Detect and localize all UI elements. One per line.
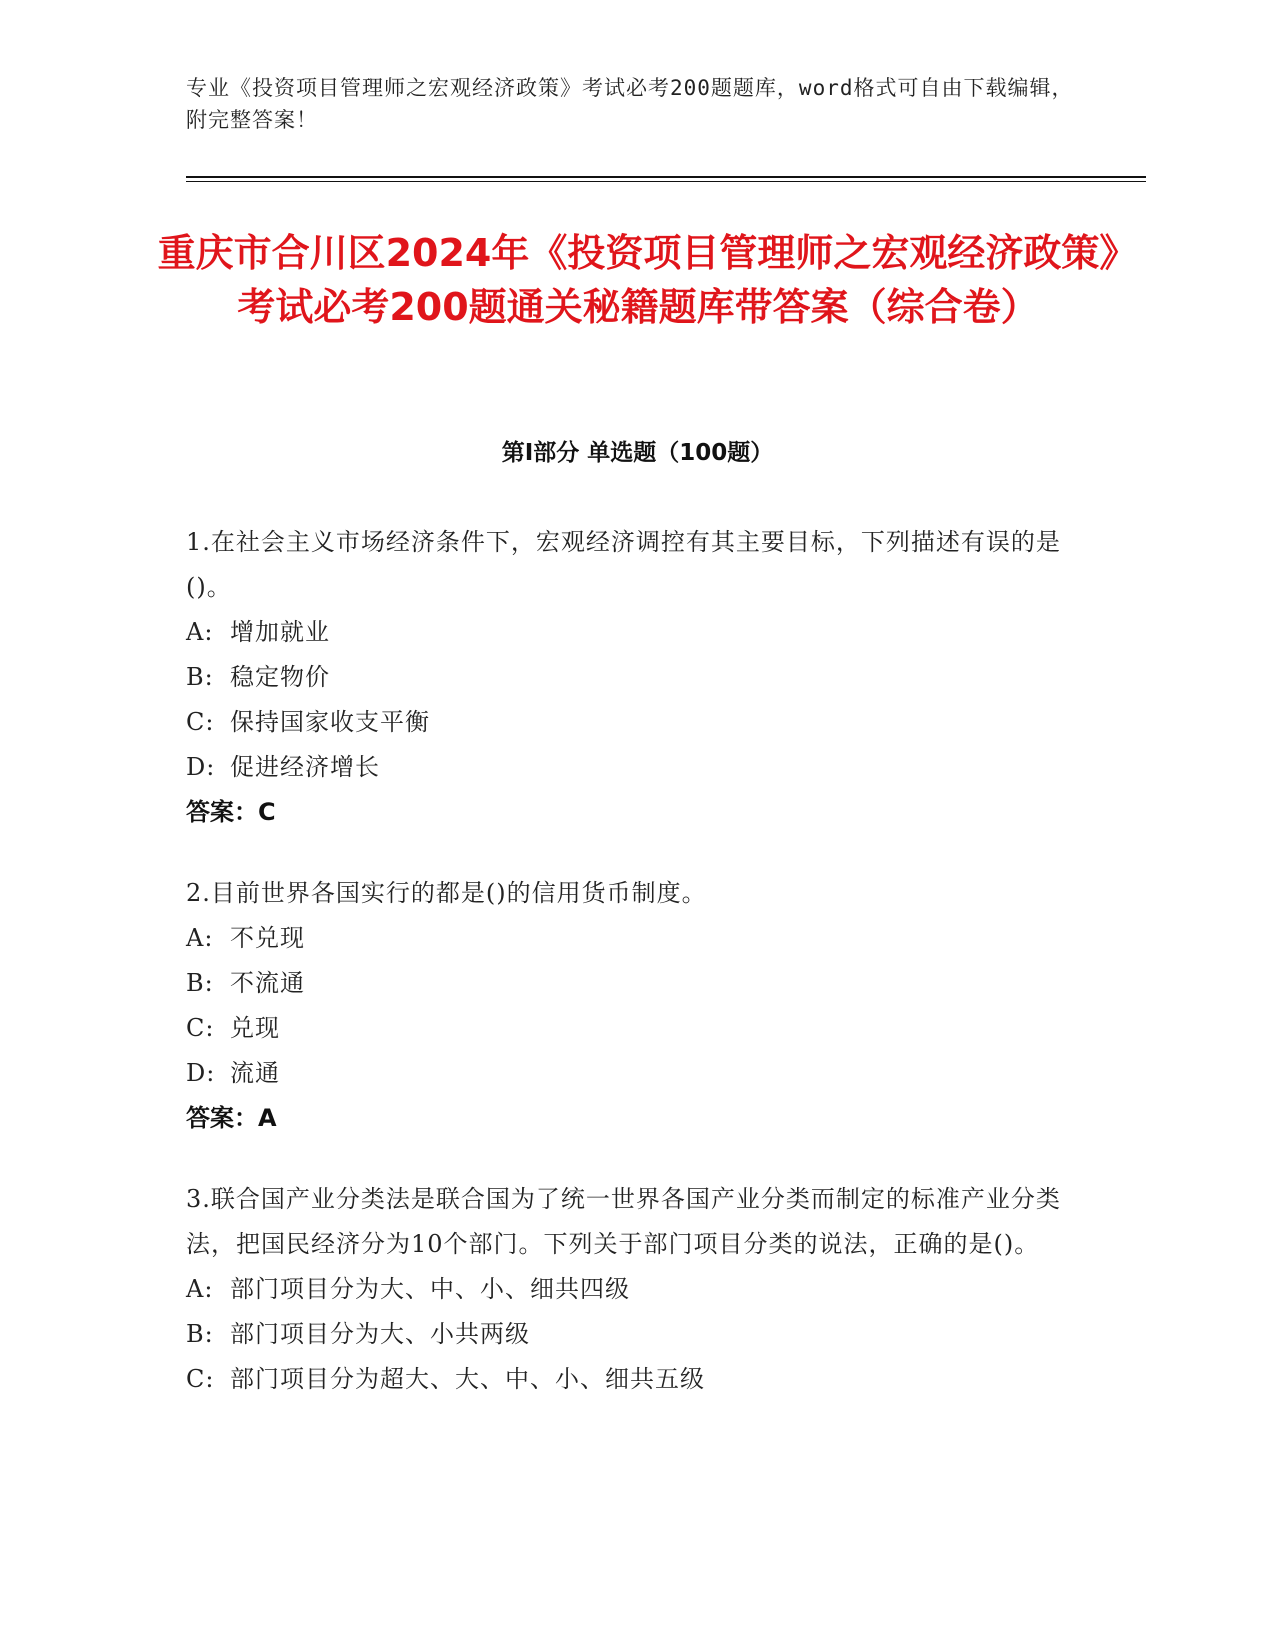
option-d (186, 745, 1066, 790)
option-b (186, 1312, 1066, 1357)
option-key: A: (186, 1275, 214, 1303)
option-key: B: (186, 1320, 214, 1348)
option-key: D: (186, 753, 216, 781)
header-divider (186, 176, 1146, 178)
option-key: A: (186, 618, 214, 646)
question-stem: 3.联合国产业分类法是联合国为了统一世界各国产业分类而制定的标准产业分类法，把国民经济分为10个部门。下列关于部门项目分类的说法，正确的是()。 (186, 1185, 1061, 1258)
option-c (186, 700, 1066, 745)
option-key: D: (186, 1059, 216, 1087)
option-text: 部门项目分为超大、大、中、小、细共五级 (230, 1365, 705, 1393)
question-stem: 2.目前世界各国实行的都是()的信用货币制度。 (186, 879, 707, 907)
option-text: 兑现 (230, 1014, 280, 1042)
option-key: C: (186, 1365, 215, 1393)
option-c (186, 1357, 1066, 1402)
option-key: B: (186, 969, 214, 997)
option-text: 促进经济增长 (230, 753, 380, 781)
option-key: C: (186, 708, 215, 736)
section-title: 第I部分 单选题（100题） (501, 440, 774, 466)
header-note: 专业《投资项目管理师之宏观经济政策》考试必考200题题库，word格式可自由下载编辑，附完整答案！ (186, 76, 1074, 132)
option-text: 不兑现 (230, 924, 305, 952)
question-item (186, 871, 1066, 1141)
option-text: 增加就业 (230, 618, 330, 646)
option-a (186, 1267, 1066, 1312)
option-text: 保持国家收支平衡 (230, 708, 430, 736)
option-key: B: (186, 663, 214, 691)
answer-line: 答案：C (186, 798, 276, 826)
option-c (186, 1006, 1066, 1051)
option-d (186, 1051, 1066, 1096)
option-text: 稳定物价 (230, 663, 330, 691)
option-text: 流通 (230, 1059, 280, 1087)
question-stem: 1.在社会主义市场经济条件下，宏观经济调控有其主要目标，下列描述有误的是()。 (186, 528, 1061, 601)
answer-line: 答案：A (186, 1104, 277, 1132)
question-item (186, 520, 1066, 835)
option-key: C: (186, 1014, 215, 1042)
option-key: A: (186, 924, 214, 952)
option-text: 不流通 (230, 969, 305, 997)
option-b (186, 961, 1066, 1006)
option-text: 部门项目分为大、小共两级 (230, 1320, 530, 1348)
question-item (186, 1177, 1066, 1402)
option-a (186, 916, 1066, 961)
option-text: 部门项目分为大、中、小、细共四级 (230, 1275, 630, 1303)
question-list (186, 520, 1066, 1438)
header-divider-thin (186, 181, 1146, 182)
option-a (186, 610, 1066, 655)
document-title: 重庆市合川区2024年《投资项目管理师之宏观经济政策》考试必考200题通关秘籍题库带答案（综合卷） (157, 231, 1119, 329)
option-b (186, 655, 1066, 700)
